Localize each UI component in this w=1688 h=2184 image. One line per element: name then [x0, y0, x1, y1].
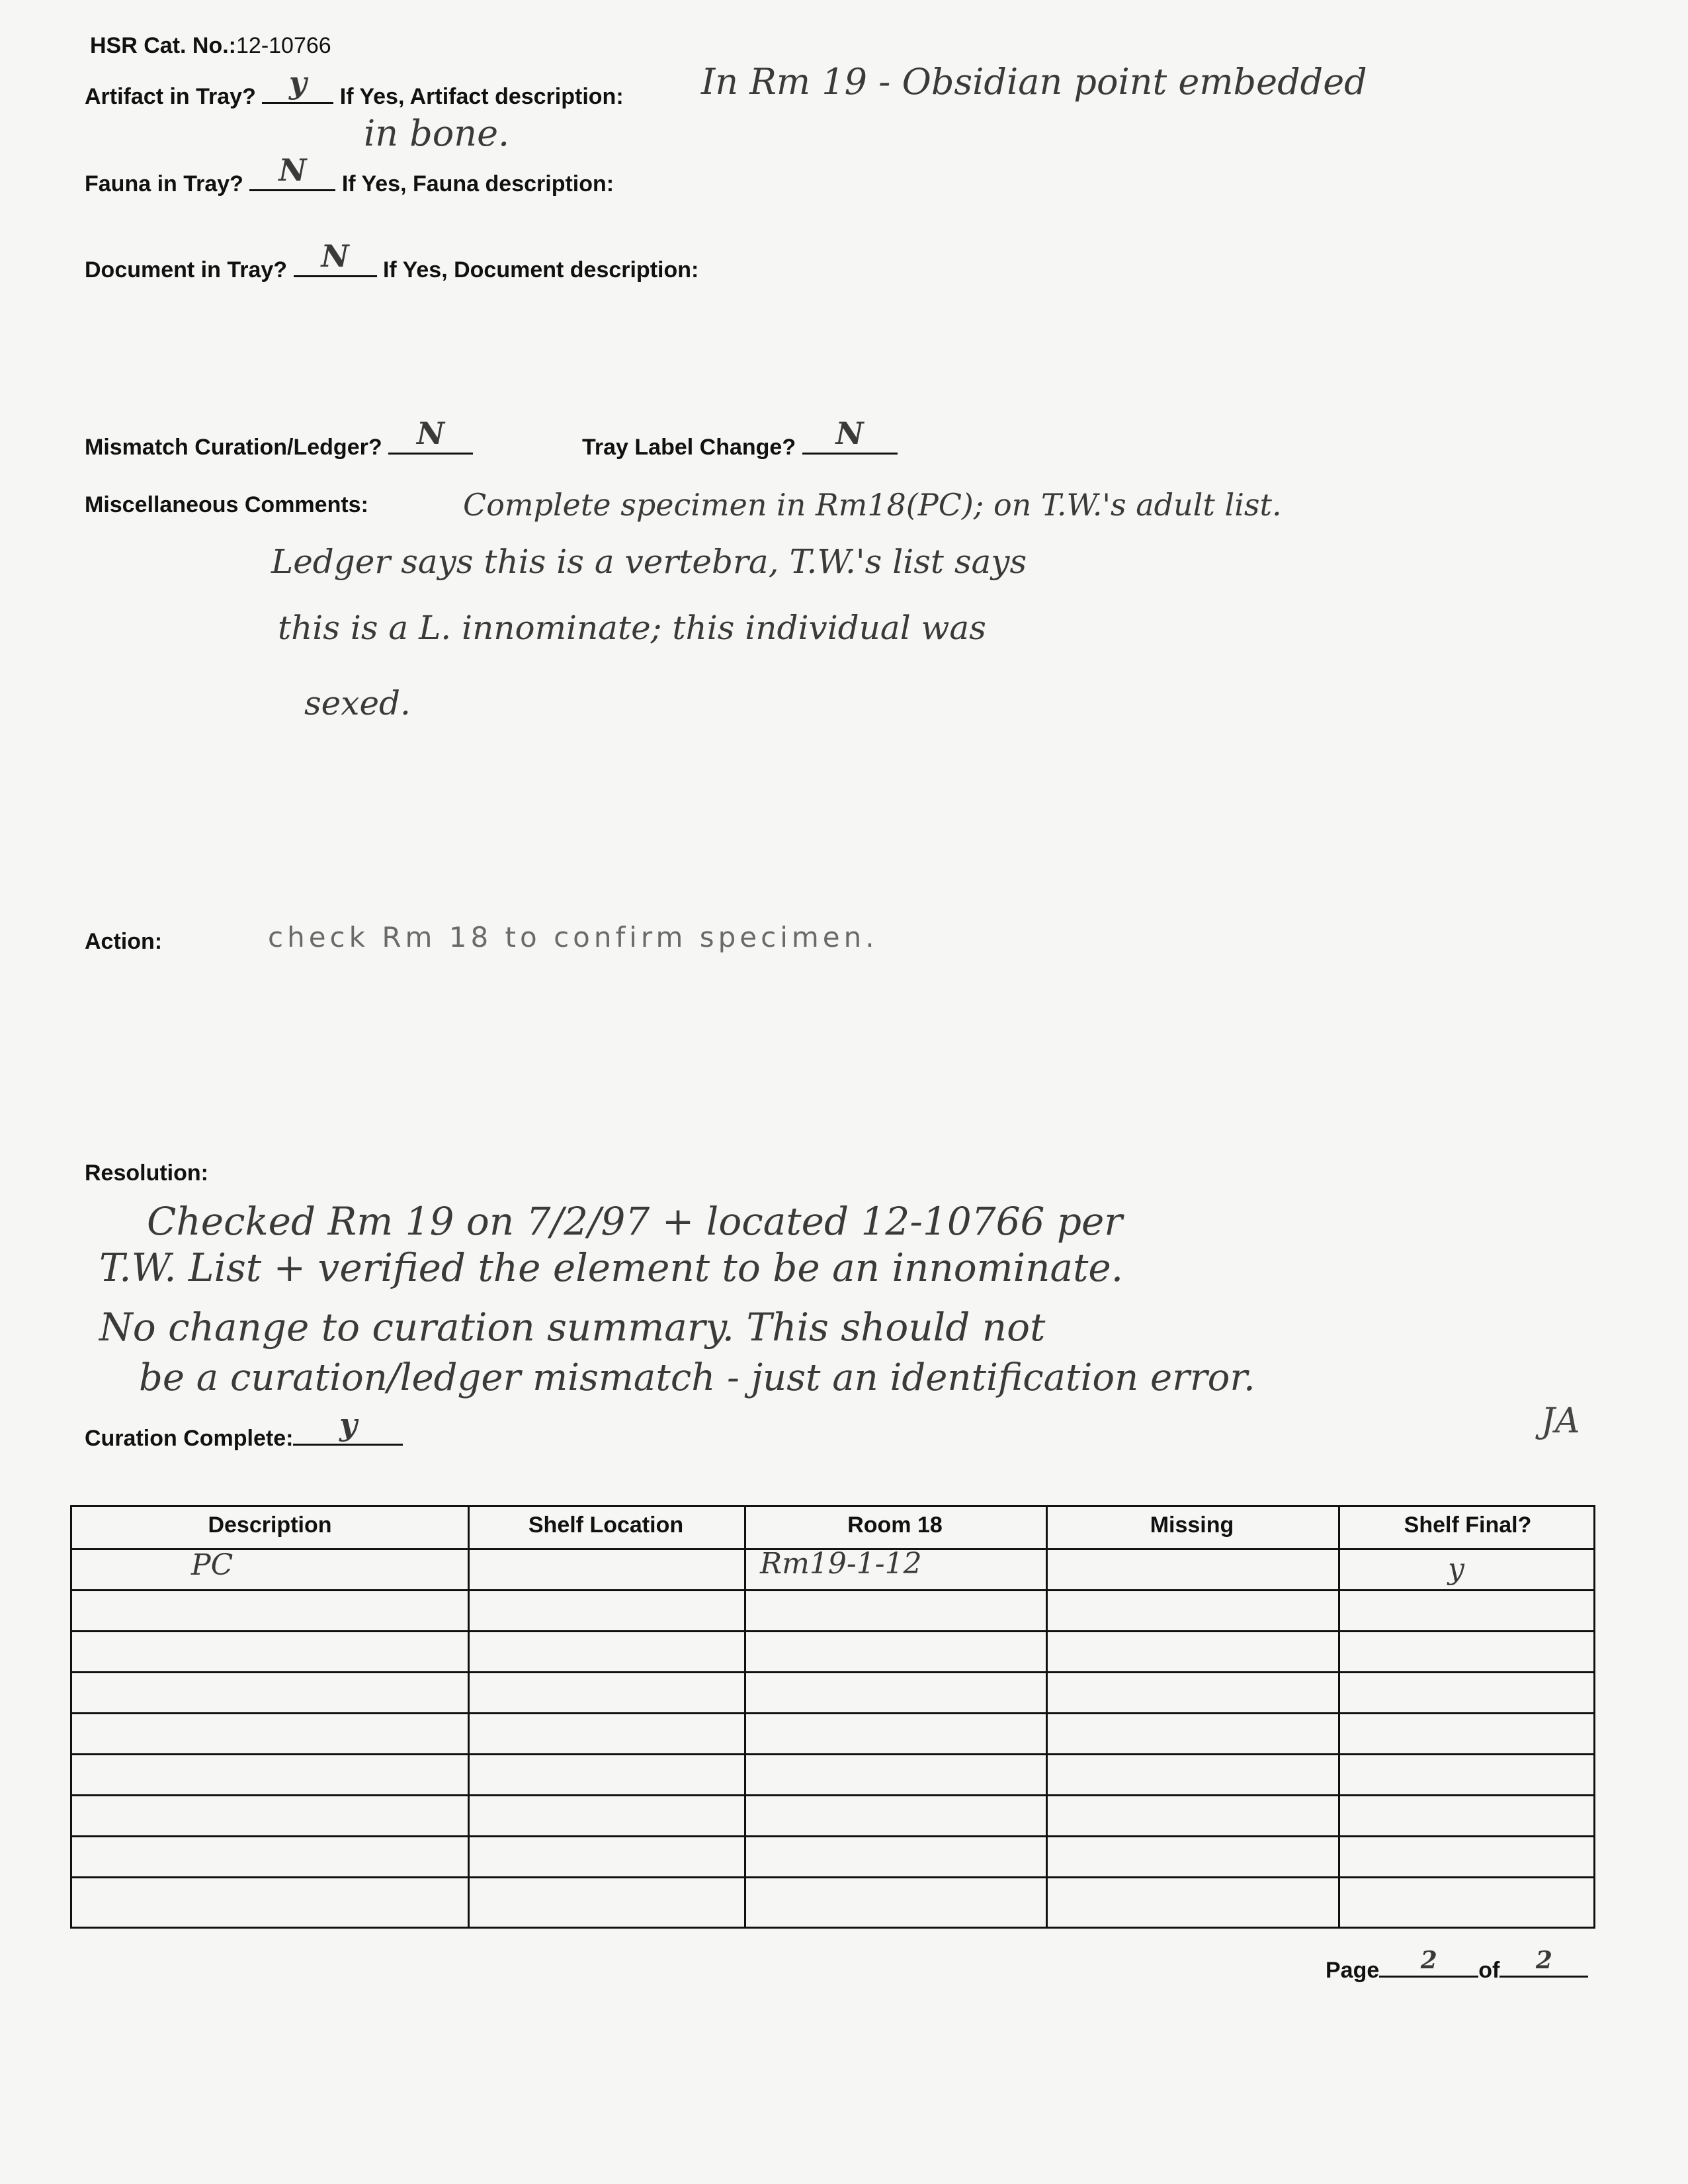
mismatch-label: Mismatch Curation/Ledger? — [85, 435, 382, 460]
page-total-field[interactable] — [1499, 1946, 1588, 1978]
document-answer-field[interactable] — [294, 238, 377, 277]
resolution-line-1: Checked Rm 19 on 7/2/97 + located 12-10766 per — [147, 1199, 1123, 1244]
catalog-number-label: HSR Cat. No.: — [90, 33, 236, 58]
document-row — [85, 238, 699, 283]
resolution-label: Resolution: — [85, 1160, 208, 1186]
artifact-label: Artifact in Tray? — [85, 84, 256, 109]
artifact-description-line1: In Rm 19 - Obsidian point embedded — [701, 61, 1367, 103]
reviewer-initials: JA — [1541, 1401, 1580, 1441]
row-1-shelf-final: y — [1448, 1552, 1464, 1586]
fauna-row — [85, 152, 614, 197]
fauna-answer-field[interactable] — [249, 152, 335, 191]
artifact-description-line2: in bone. — [364, 112, 510, 154]
column-header-shelf-final: Shelf Final? — [1404, 1512, 1532, 1538]
artifact-desc-label: If Yes, Artifact description: — [339, 84, 624, 109]
comment-line-2: Ledger says this is a vertebra, T.W.'s list says — [271, 543, 1027, 581]
comments-label: Miscellaneous Comments: — [85, 492, 368, 517]
shelf-table — [70, 1505, 1595, 1929]
tray-label-answer-field[interactable] — [802, 415, 898, 455]
resolution-line-2: T.W. List + verified the element to be an innominate. — [99, 1245, 1124, 1290]
artifact-answer: y — [288, 65, 307, 101]
of-label: of — [1478, 1958, 1500, 1983]
document-desc-label: If Yes, Document description: — [382, 257, 699, 283]
catalog-number — [90, 33, 331, 59]
mismatch-row — [85, 415, 473, 460]
page-label: Page — [1326, 1958, 1380, 1983]
document-label: Document in Tray? — [85, 257, 288, 283]
fauna-desc-label: If Yes, Fauna description: — [341, 171, 614, 197]
resolution-line-4: be a curation/ledger mismatch - just an identification error. — [139, 1356, 1255, 1399]
column-header-missing: Missing — [1150, 1512, 1234, 1538]
action-text: check Rm 18 to confirm specimen. — [268, 921, 878, 953]
artifact-row — [85, 65, 624, 110]
column-header-room-18: Room 18 — [847, 1512, 943, 1538]
column-header-description: Description — [208, 1512, 332, 1538]
catalog-number-value: 12-10766 — [236, 33, 331, 58]
fauna-answer: N — [278, 152, 307, 188]
fauna-label: Fauna in Tray? — [85, 171, 243, 197]
curation-complete-answer: y — [339, 1407, 357, 1442]
comment-line-1: Complete specimen in Rm18(PC); on T.W.'s adult list. — [463, 487, 1282, 523]
page-number: 2 — [1420, 1946, 1437, 1974]
page-total: 2 — [1535, 1946, 1552, 1974]
curation-complete-row — [85, 1407, 403, 1452]
row-1-room-18: Rm19-1-12 — [760, 1547, 922, 1581]
resolution-line-3: No change to curation summary. This should not — [99, 1305, 1046, 1350]
action-label: Action: — [85, 929, 163, 954]
page-indicator — [1326, 1946, 1588, 1984]
tray-label-change-label: Tray Label Change? — [582, 435, 796, 460]
curation-complete-label: Curation Complete: — [85, 1426, 294, 1451]
tray-label-row — [582, 415, 898, 460]
page-number-field[interactable] — [1379, 1946, 1478, 1978]
tray-label-answer: N — [835, 415, 864, 451]
row-1-description: PC — [191, 1548, 233, 1582]
comment-line-4: sexed. — [304, 684, 411, 722]
document-answer: N — [321, 238, 349, 274]
artifact-answer-field[interactable] — [262, 65, 333, 104]
comment-line-3: this is a L. innominate; this individual was — [278, 609, 986, 647]
curation-complete-answer-field[interactable] — [293, 1407, 403, 1446]
mismatch-answer: N — [417, 415, 445, 451]
mismatch-answer-field[interactable] — [388, 415, 473, 455]
column-header-shelf-location: Shelf Location — [528, 1512, 684, 1538]
